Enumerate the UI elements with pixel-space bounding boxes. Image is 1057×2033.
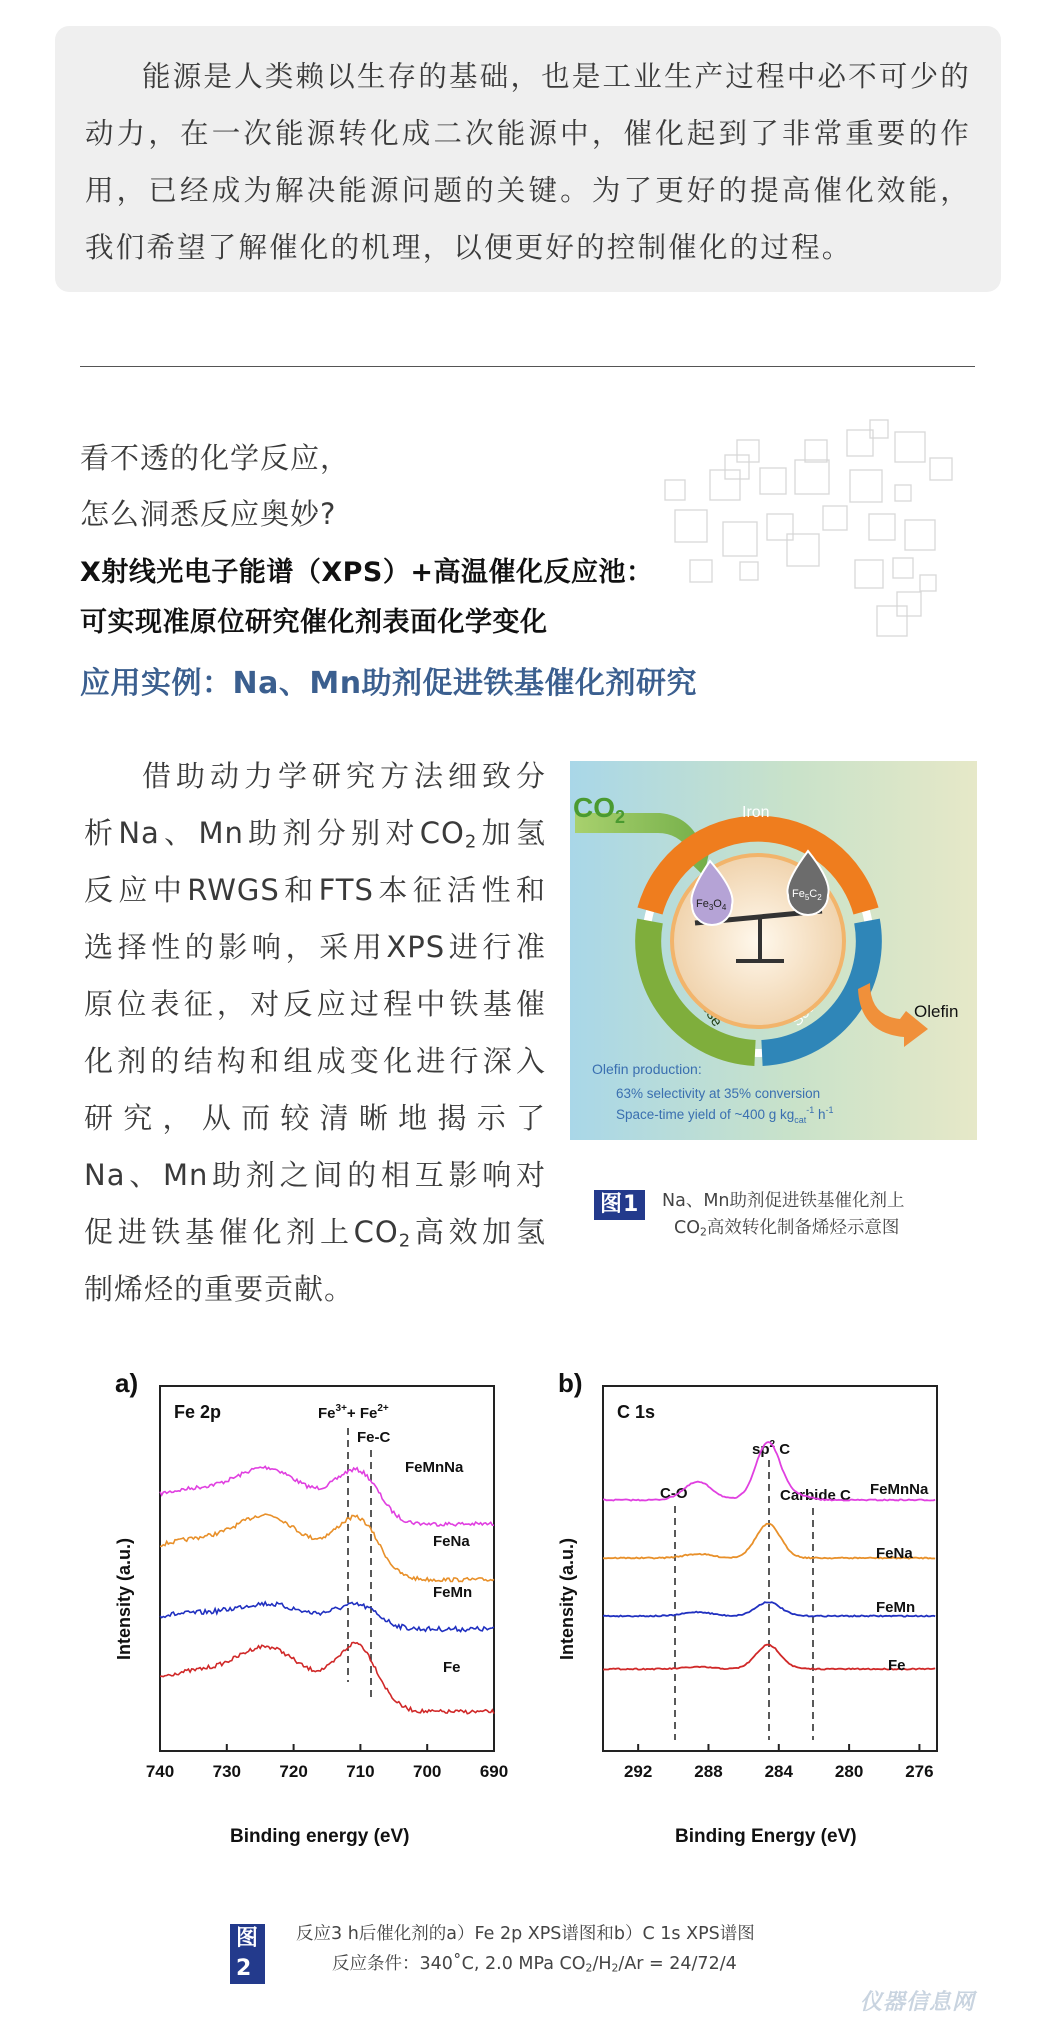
intro-box [55,26,1001,292]
series-label-b-femnna: FeMnNa [870,1481,929,1498]
panel-a-title: Fe 2p [174,1402,222,1422]
series-label-b-femn: FeMn [876,1599,916,1616]
series-label-b-fe: Fe [888,1657,906,1674]
section-divider [80,366,975,367]
series-label-a-femn: FeMn [433,1584,473,1601]
figure-1-badge: 图1 [594,1190,645,1220]
figure-1-caption-line-2: $CO_2$高效转化制备烯烃示意图 [674,1218,900,1239]
body-line: 选择性的影响，采用XPS进行准 [84,930,546,964]
question-line-2: 怎么洞悉反应奥妙? [80,497,337,531]
annotation-carbide-c: Carbide C [780,1487,851,1504]
panel-b-xlabel: Binding Energy (eV) [675,1826,857,1847]
body-line: 借助动力学研究方法细致分 [142,759,546,793]
headline-line-1: X射线光电子能谱（XPS）+高温催化反应池： [80,557,654,588]
panel-a-ylabel: Intensity (a.u.) [114,1537,134,1660]
panel-b-title: C 1s [617,1402,656,1422]
series-label-a-femnna: FeMnNa [405,1459,464,1476]
panel-b-ylabel: Intensity (a.u.) [557,1537,577,1660]
panel-a-tick-label: 720 [279,1762,308,1781]
body-line: 原位表征，对反应过程中铁基催 [84,987,546,1021]
panel-b-label: b) [558,1368,583,1398]
watermark: 仪器信息网 [860,1990,976,2015]
panel-b-tick-label: 276 [905,1762,934,1781]
headline-line-2: 可实现准原位研究催化剂表面化学变化 [80,607,548,638]
production-line-1: 63% selectivity at 35% conversion [616,1086,821,1101]
panel-a-tick-label: 690 [479,1762,509,1781]
figure-1-caption-line-1: Na、Mn助剂促进铁基催化剂上 [662,1191,905,1211]
panel-a-tick-label: 700 [413,1762,442,1781]
case-title: 应用实例：Na、Mn助剂促进铁基催化剂研究 [80,666,698,701]
panel-a-label: a) [115,1368,139,1398]
panel-b-tick-label: 292 [623,1762,653,1781]
body-line: 制烯烃的重要贡献。 [84,1272,355,1306]
body-paragraph [84,748,546,1318]
body-line: Na、Mn助剂之间的相互影响对 [84,1158,546,1192]
panel-a-xlabel: Binding energy (eV) [230,1826,410,1847]
fe3o4-label: $Fe_3O_4$ [696,898,727,912]
co2-label: $CO_2$ [573,792,626,827]
iron-label: Iron [742,804,770,821]
body-line: 反应中RWGS和FTS本征活性和 [84,873,546,907]
fe2p-curve-fe [160,1642,494,1713]
production-title: Olefin production: [592,1061,702,1077]
panel-b-tick-label: 284 [764,1762,793,1781]
fe5c2-label: $Fe_5C_2$ [792,888,822,902]
body-line: 促进铁基催化剂上$CO_2$高效加氢 [84,1215,546,1252]
figure-1-illustration [570,761,977,1140]
decorative-squares [655,410,965,660]
annotation-fe-c: Fe-C [357,1429,391,1446]
body-line: 化剂的结构和组成变化进行深入 [84,1044,546,1078]
fe2p-curve-femn [160,1602,494,1632]
annotation-fe3-fe2: $Fe^{3+}+ Fe^{2+}$ [318,1403,389,1422]
series-label-a-fena: FeNa [433,1533,470,1550]
series-label-b-fena: FeNa [876,1545,913,1562]
figure-2-caption-line-1: 反应3 h后催化剂的a）Fe 2p XPS谱图和b）C 1s XPS谱图 [296,1924,755,1944]
figure-2-badge: 图2 [230,1924,265,1984]
panel-a-frame [160,1386,494,1751]
panel-a-tick-label: 740 [145,1762,175,1781]
annotation-c-o: C-O [660,1485,688,1502]
annotation-sp2-c: $sp^2$ C [752,1439,791,1458]
body-line: 研究，从而较清晰地揭示了 [84,1101,546,1135]
question-line-1: 看不透的化学反应， [80,441,351,475]
panel-b-tick-label: 288 [694,1762,723,1781]
production-line-2: Space-time yield of ~400 g $kg_{cat}^{-1}$ $h^{-1}$ [616,1105,834,1125]
intro-paragraph: 能源是人类赖以生存的基础，也是工业生产过程中必不可少的动力，在一次能源转化成二次能源中，催化起到了非常重要的作用，已经成为解决能源问题的关键。为了更好的提高催化效能，我们希望了解催化的机理，以便更好的控制催化的过程。 [85,60,972,264]
olefin-label: Olefin [914,1002,959,1021]
panel-a-tick-label: 710 [346,1762,375,1781]
figure-2-xps-chart [100,1360,970,1860]
panel-a-tick-label: 730 [212,1762,241,1781]
figure-2-caption-line-2: 反应条件：340˚C, 2.0 MPa $CO_2/H_2/Ar = 24/72/4$ [332,1954,737,1975]
body-line: 析Na、Mn助剂分别对$CO_2$加氢 [84,816,546,853]
panel-b-tick-label: 280 [834,1762,864,1781]
series-label-a-fe: Fe [443,1659,461,1676]
